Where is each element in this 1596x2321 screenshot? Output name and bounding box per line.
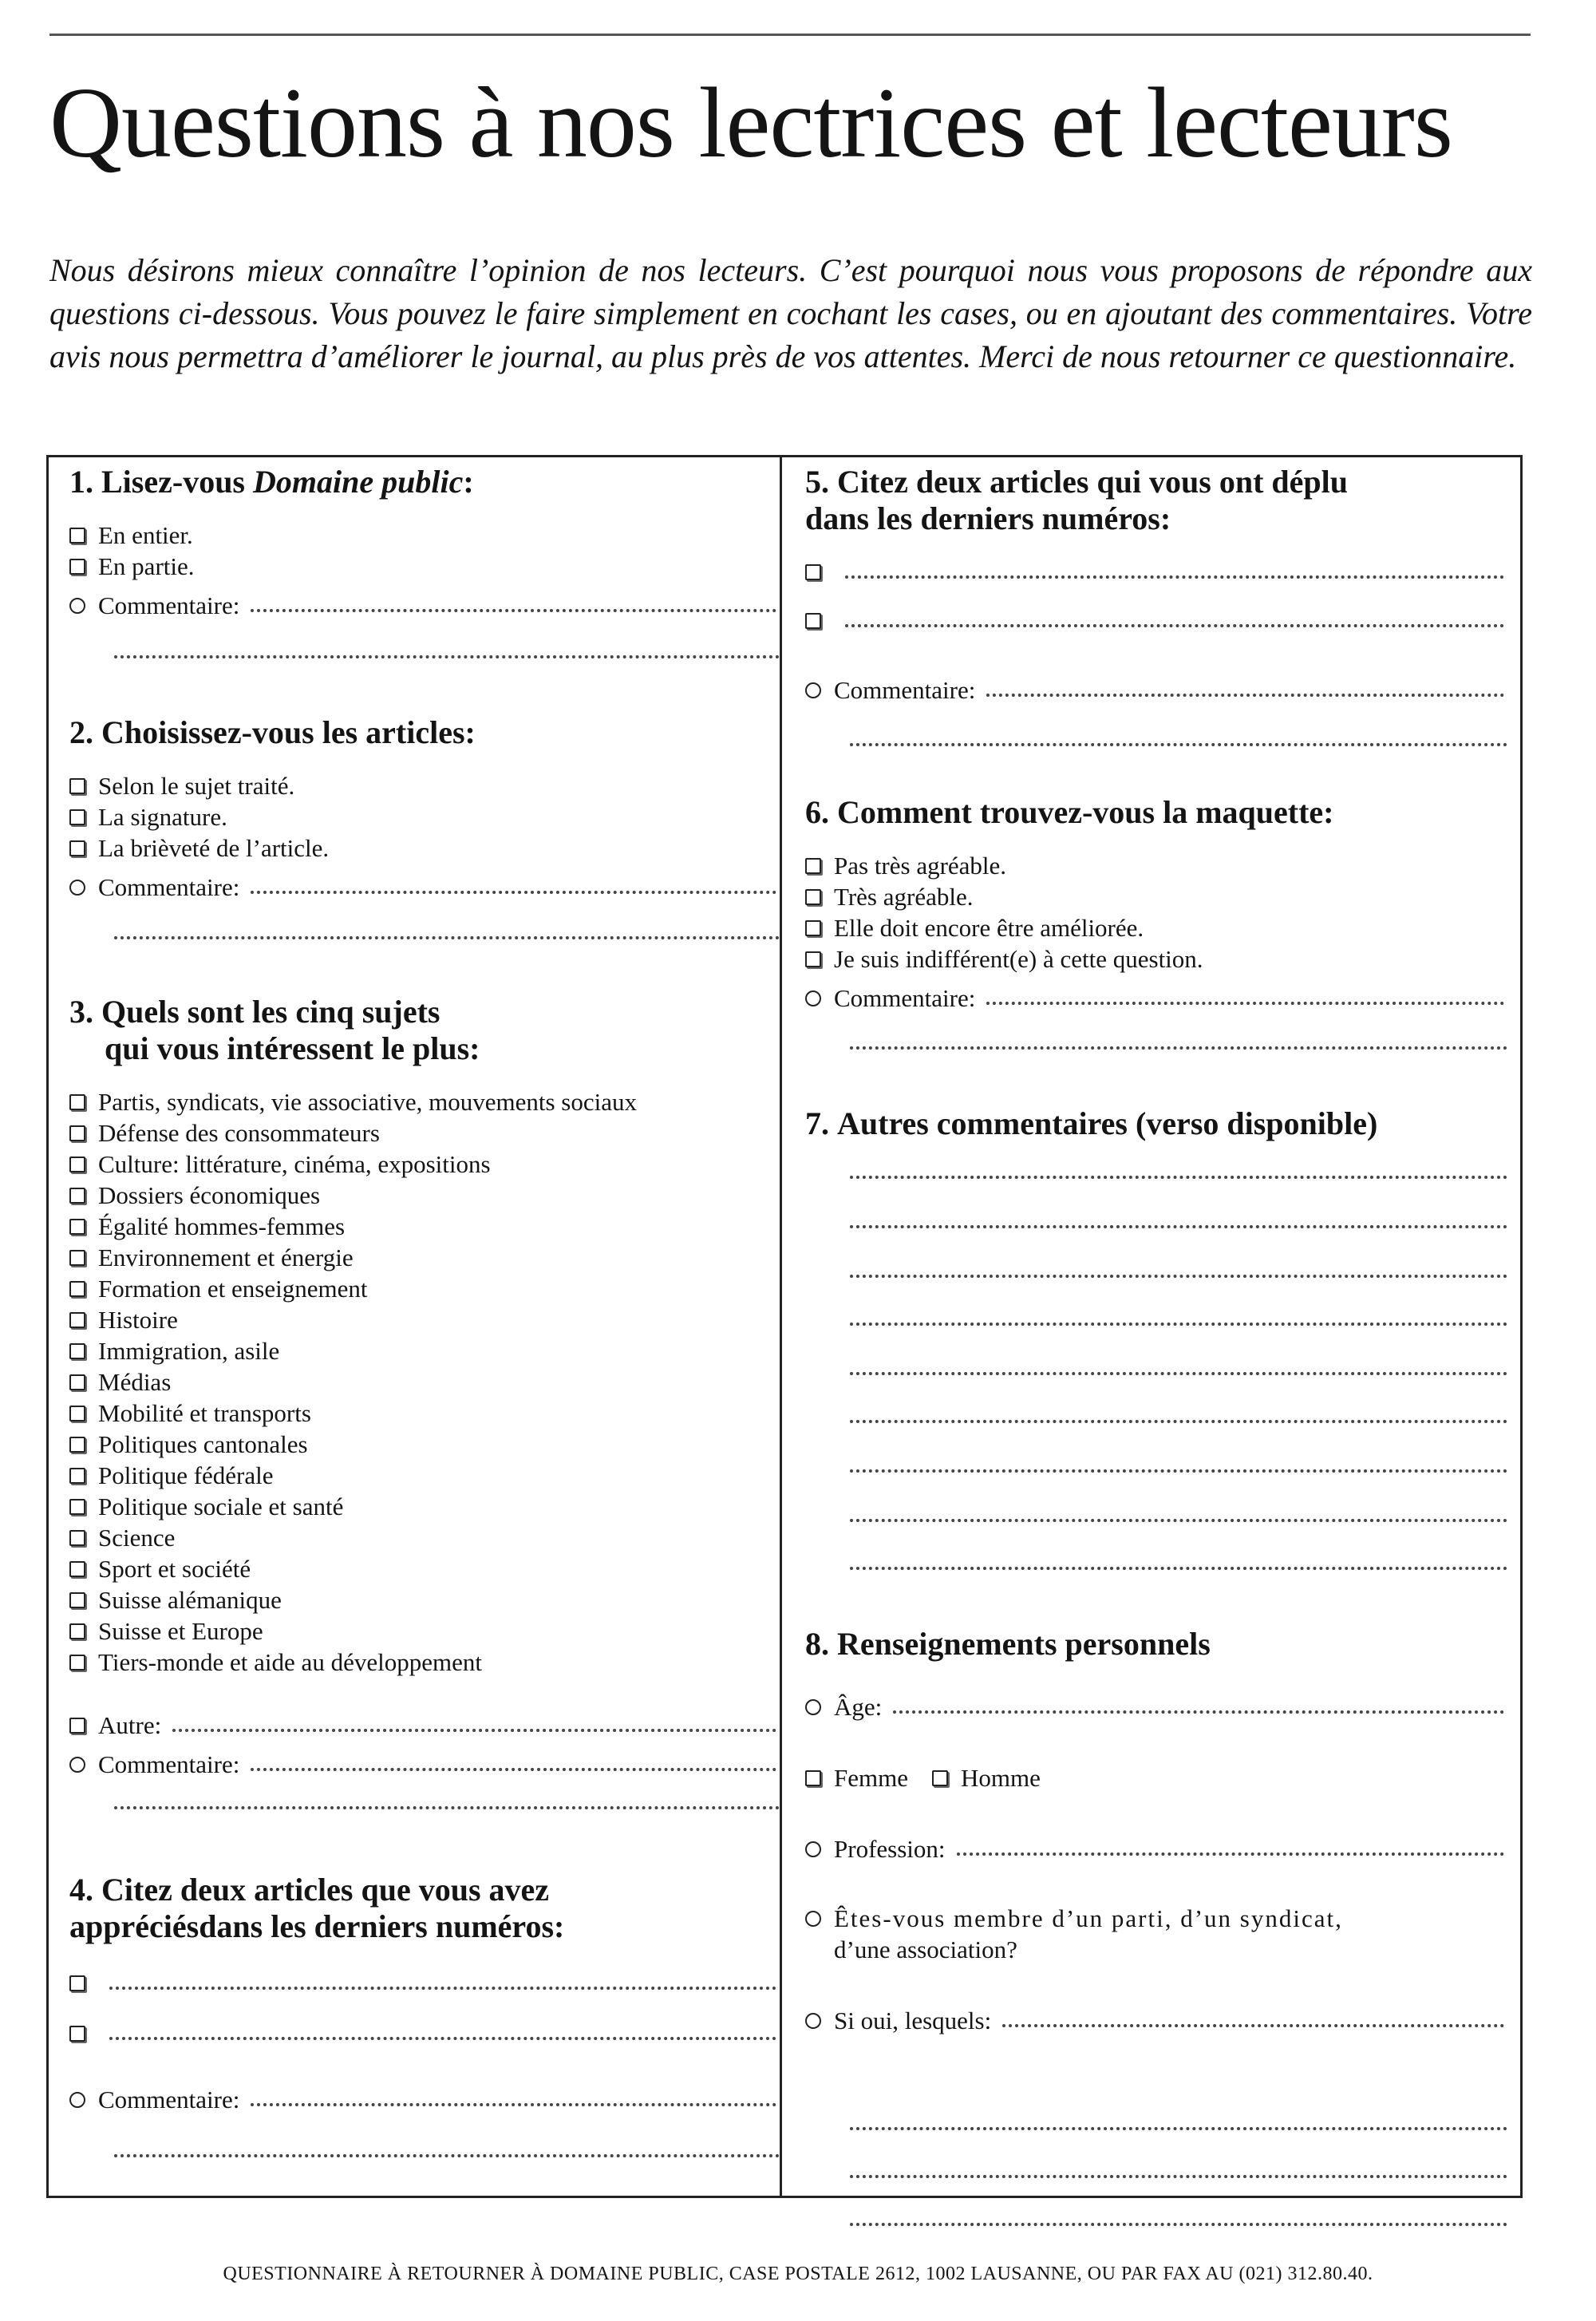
title-text: Comment trouvez-vous la maquette:	[837, 794, 1334, 830]
checkbox-icon[interactable]	[69, 1406, 85, 1421]
question-number: 5.	[805, 464, 829, 500]
membership-question-row[interactable]	[805, 1903, 1507, 1934]
title-text: Autres commentaires (verso disponible)	[837, 1105, 1378, 1141]
question-3-title	[69, 994, 780, 1067]
question-7-title	[805, 1105, 1507, 1142]
question-8-title	[805, 1626, 1507, 1663]
checkbox-icon[interactable]	[69, 1499, 85, 1515]
title-emphasis: Domaine public	[253, 464, 464, 500]
profession-label: Profession:	[834, 1835, 946, 1863]
radio-icon[interactable]	[805, 1911, 821, 1927]
topic-option[interactable]	[69, 1366, 780, 1398]
age-input-line[interactable]	[893, 1710, 1504, 1714]
comment-line[interactable]	[850, 1275, 1507, 1278]
checkbox-icon[interactable]	[69, 1157, 85, 1172]
radio-icon[interactable]	[69, 2092, 85, 2108]
answer-line[interactable]	[845, 624, 1504, 627]
checkbox-icon[interactable]	[69, 1374, 85, 1390]
age-label: Âge:	[834, 1693, 883, 1721]
option-label: En partie.	[98, 552, 195, 580]
title-text: Renseignements personnels	[837, 1626, 1211, 1662]
which-row[interactable]	[805, 2005, 1507, 2036]
answer-line[interactable]	[850, 2175, 1507, 2178]
title-text: Choisissez-vous les articles:	[101, 714, 476, 750]
option-signature[interactable]	[69, 801, 780, 832]
topic-option[interactable]	[69, 1086, 780, 1117]
checkbox-icon[interactable]	[69, 1468, 85, 1484]
checkbox-icon[interactable]	[805, 889, 821, 905]
option-pas-agreable[interactable]	[805, 850, 1507, 881]
topic-option[interactable]	[69, 1584, 780, 1615]
answer-line[interactable]	[172, 1729, 776, 1732]
comment-line[interactable]	[850, 1519, 1507, 1522]
membership-question-line-2: d’une association?	[834, 1935, 1017, 1963]
radio-icon[interactable]	[805, 1841, 821, 1857]
option-label: Égalité hommes-femmes	[98, 1212, 346, 1240]
checkbox-icon[interactable]	[805, 951, 821, 967]
topic-option[interactable]	[69, 1647, 780, 1678]
checkbox-icon[interactable]	[69, 1530, 85, 1546]
comment-row[interactable]	[69, 1749, 780, 1780]
top-rule	[49, 34, 1531, 36]
profession-row[interactable]	[805, 1833, 1507, 1864]
checkbox-icon[interactable]	[69, 1655, 85, 1671]
article-answer-row[interactable]	[69, 2018, 780, 2049]
checkbox-icon[interactable]	[69, 1623, 85, 1639]
checkbox-icon[interactable]	[69, 528, 85, 544]
question-number: 7.	[805, 1105, 829, 1141]
option-label: Très agréable.	[834, 883, 974, 911]
question-3-topic-list	[69, 1086, 780, 1780]
answer-line[interactable]	[251, 609, 776, 612]
answer-line[interactable]	[986, 1002, 1504, 1005]
checkbox-icon[interactable]	[69, 809, 85, 825]
option-label: Environnement et énergie	[98, 1244, 354, 1271]
footer-return-address: QUESTIONNAIRE À RETOURNER À DOMAINE PUBLIC, CASE POSTALE 2612, 1002 LAUSANNE, OU PAR FAX AU (021) 312.80.40.	[223, 2264, 1373, 2284]
checkbox-icon[interactable]	[69, 559, 85, 575]
topic-option[interactable]	[69, 1460, 780, 1491]
option-label: Culture: littérature, cinéma, expositions	[98, 1150, 491, 1178]
answer-line[interactable]	[251, 891, 776, 894]
checkbox-icon[interactable]	[69, 1094, 85, 1110]
answer-line[interactable]	[114, 1806, 780, 1809]
option-label: Politiques cantonales	[98, 1430, 308, 1458]
option-en-entier[interactable]	[69, 520, 780, 551]
option-label: Dossiers économiques	[98, 1181, 321, 1209]
topic-option[interactable]	[69, 1398, 780, 1429]
comment-row[interactable]	[805, 983, 1507, 1014]
checkbox-icon[interactable]	[69, 1219, 85, 1235]
comment-row[interactable]	[69, 2084, 780, 2115]
title-line-2: appréciésdans les derniers numéros:	[69, 1908, 565, 1944]
membership-question-row-2	[805, 1934, 1507, 1965]
checkbox-icon[interactable]	[805, 1770, 821, 1786]
option-label: Selon le sujet traité.	[98, 772, 295, 800]
checkbox-icon[interactable]	[805, 613, 821, 629]
option-label: Défense des consommateurs	[98, 1119, 380, 1147]
checkbox-icon[interactable]	[69, 778, 85, 794]
radio-icon[interactable]	[805, 682, 821, 698]
question-6-options	[805, 850, 1507, 1014]
question-6-title	[805, 794, 1507, 831]
checkbox-icon[interactable]	[69, 1975, 85, 1991]
question-4-answers	[69, 1967, 780, 2115]
checkbox-icon[interactable]	[69, 1592, 85, 1608]
question-number: 8.	[805, 1626, 829, 1662]
option-label: En entier.	[98, 521, 193, 549]
title-colon: :	[463, 464, 474, 500]
title-line-1: Citez deux articles qui vous ont déplu	[837, 464, 1349, 500]
title-line-1: Citez deux articles que vous avez	[101, 1872, 550, 1908]
question-number: 1.	[69, 464, 93, 500]
checkbox-icon[interactable]	[805, 858, 821, 874]
answer-line[interactable]	[850, 2223, 1507, 2226]
question-5	[805, 464, 1507, 704]
other-row[interactable]	[69, 1710, 780, 1741]
article-answer-row[interactable]	[805, 605, 1507, 636]
option-label: Politique fédérale	[98, 1461, 274, 1489]
checkbox-icon[interactable]	[69, 1188, 85, 1204]
checkbox-icon[interactable]	[69, 1718, 85, 1734]
comment-line[interactable]	[850, 1323, 1507, 1326]
question-1-options	[69, 520, 780, 621]
option-amelioree[interactable]	[805, 912, 1507, 943]
option-label: Science	[98, 1524, 176, 1552]
comment-line[interactable]	[850, 1225, 1507, 1228]
topic-option[interactable]	[69, 1615, 780, 1647]
column-divider	[780, 457, 782, 2196]
radio-icon[interactable]	[69, 598, 85, 614]
option-label: Immigration, asile	[98, 1337, 280, 1365]
title-text: Lisez-vous	[101, 464, 253, 500]
comment-label: Commentaire:	[98, 2086, 240, 2113]
male-label[interactable]: Homme	[961, 1764, 1041, 1792]
intro-paragraph: Nous désirons mieux connaître l’opinion de nos lecteurs. C’est pourquoi nous vous proposons de répondre aux questions ci-dessous. Vous pouvez le faire simplement en cochant les cases, ou en ajoutant des commentaires. Votre avis nous permettra d’améliorer le journal, au plus près de vos attentes. Merci de nous retourner ce questionnaire.	[49, 252, 1532, 374]
option-label: Pas très agréable.	[834, 852, 1007, 880]
questionnaire-form	[46, 455, 1523, 2198]
option-label: Mobilité et transports	[98, 1399, 311, 1427]
topic-option[interactable]	[69, 1273, 780, 1304]
option-label: La signature.	[98, 803, 227, 831]
profession-input-line[interactable]	[957, 1852, 1505, 1856]
checkbox-icon[interactable]	[69, 1125, 85, 1141]
question-1	[69, 464, 780, 619]
question-number: 3.	[69, 994, 93, 1030]
topic-option[interactable]	[69, 1335, 780, 1366]
topic-option[interactable]	[69, 1149, 780, 1180]
question-5-answers	[805, 556, 1507, 706]
answer-line[interactable]	[251, 1768, 776, 1771]
question-6	[805, 794, 1507, 1012]
checkbox-icon[interactable]	[69, 2026, 85, 2042]
option-label: Partis, syndicats, vie associative, mouvements sociaux	[98, 1088, 637, 1116]
option-label: Médias	[98, 1368, 172, 1396]
answer-line[interactable]	[845, 575, 1504, 579]
option-label: Formation et enseignement	[98, 1275, 368, 1303]
which-input-line[interactable]	[1002, 2024, 1504, 2027]
question-3	[69, 994, 780, 1778]
radio-icon[interactable]	[805, 990, 821, 1006]
answer-line[interactable]	[114, 936, 780, 939]
comment-line[interactable]	[850, 1372, 1507, 1375]
answer-line[interactable]	[109, 1987, 776, 1990]
checkbox-icon[interactable]	[932, 1770, 948, 1786]
question-2-options	[69, 770, 780, 903]
question-8	[805, 1626, 1507, 2034]
answer-line[interactable]	[109, 2037, 776, 2040]
radio-icon[interactable]	[69, 880, 85, 896]
question-2	[69, 714, 780, 901]
topic-option[interactable]	[69, 1242, 780, 1273]
comment-label: Commentaire:	[98, 1750, 240, 1778]
article-answer-row[interactable]	[69, 1967, 780, 1999]
title-line-2: qui vous intéressent le plus:	[105, 1030, 480, 1066]
option-tres-agreable[interactable]	[805, 881, 1507, 912]
question-2-title	[69, 714, 780, 751]
checkbox-icon[interactable]	[805, 920, 821, 936]
radio-icon[interactable]	[69, 1757, 85, 1773]
comment-line[interactable]	[850, 1176, 1507, 1179]
comment-row[interactable]	[69, 590, 780, 621]
option-brievete[interactable]	[69, 832, 780, 864]
comment-row[interactable]	[69, 872, 780, 903]
answer-line[interactable]	[850, 2127, 1507, 2130]
comment-label: Commentaire:	[834, 676, 976, 704]
question-4	[69, 1872, 780, 2113]
answer-line[interactable]	[850, 1046, 1507, 1050]
answer-line[interactable]	[114, 655, 780, 658]
topic-option[interactable]	[69, 1522, 780, 1553]
topic-option[interactable]	[69, 1491, 780, 1522]
checkbox-icon[interactable]	[69, 1561, 85, 1577]
comment-row[interactable]	[805, 674, 1507, 706]
option-sujet[interactable]	[69, 770, 780, 801]
option-label: Suisse et Europe	[98, 1617, 263, 1645]
comment-label: Commentaire:	[98, 591, 240, 619]
topic-option[interactable]	[69, 1211, 780, 1242]
title-line-2: dans les derniers numéros:	[805, 500, 1171, 536]
option-label: Politique sociale et santé	[98, 1493, 344, 1520]
option-label: Sport et société	[98, 1555, 251, 1583]
option-label: Je suis indifférent(e) à cette question.	[834, 945, 1203, 973]
option-en-partie[interactable]	[69, 551, 780, 582]
answer-line[interactable]	[986, 694, 1504, 697]
membership-question-line-1: Êtes-vous membre d’un parti, d’un syndicat,	[834, 1904, 1343, 1932]
checkbox-icon[interactable]	[69, 1437, 85, 1453]
title-line-1: Quels sont les cinq sujets	[101, 994, 440, 1030]
question-1-title	[69, 464, 780, 500]
personal-info-fields	[805, 1691, 1507, 2036]
option-label: Histoire	[98, 1306, 178, 1334]
checkbox-icon[interactable]	[69, 840, 85, 856]
question-7	[805, 1105, 1507, 1142]
option-label: Suisse alémanique	[98, 1586, 282, 1614]
checkbox-icon[interactable]	[805, 564, 821, 580]
radio-icon[interactable]	[805, 2013, 821, 2029]
checkbox-icon[interactable]	[69, 1281, 85, 1297]
comment-label: Commentaire:	[98, 873, 240, 901]
checkbox-icon[interactable]	[69, 1312, 85, 1328]
option-indifferent[interactable]	[805, 943, 1507, 975]
topic-option[interactable]	[69, 1304, 780, 1335]
page-title: Questions à nos lectrices et lecteurs	[49, 68, 1452, 179]
option-label: La brièveté de l’article.	[98, 834, 330, 862]
question-5-title	[805, 464, 1507, 537]
radio-icon[interactable]	[805, 1699, 821, 1715]
question-number: 4.	[69, 1872, 93, 1908]
option-label: Tiers-monde et aide au développement	[98, 1648, 482, 1676]
topic-option[interactable]	[69, 1553, 780, 1584]
answer-line[interactable]	[114, 2154, 780, 2157]
other-label: Autre:	[98, 1711, 162, 1739]
age-row[interactable]	[805, 1691, 1507, 1722]
answer-line[interactable]	[850, 743, 1507, 746]
female-label[interactable]: Femme	[834, 1764, 908, 1792]
topic-option[interactable]	[69, 1429, 780, 1460]
question-number: 6.	[805, 794, 829, 830]
question-number: 2.	[69, 714, 93, 750]
topic-option[interactable]	[69, 1180, 780, 1211]
option-label: Elle doit encore être améliorée.	[834, 914, 1144, 942]
comment-line[interactable]	[850, 1469, 1507, 1473]
comment-label: Commentaire:	[834, 984, 976, 1012]
checkbox-icon[interactable]	[69, 1343, 85, 1359]
comment-line[interactable]	[850, 1567, 1507, 1570]
gender-row	[805, 1762, 1507, 1793]
answer-line[interactable]	[251, 2103, 776, 2106]
question-4-title	[69, 1872, 780, 1945]
article-answer-row[interactable]	[805, 556, 1507, 587]
topic-option[interactable]	[69, 1117, 780, 1149]
checkbox-icon[interactable]	[69, 1250, 85, 1266]
which-label: Si oui, lesquels:	[834, 2007, 992, 2034]
comment-line[interactable]	[850, 1420, 1507, 1423]
